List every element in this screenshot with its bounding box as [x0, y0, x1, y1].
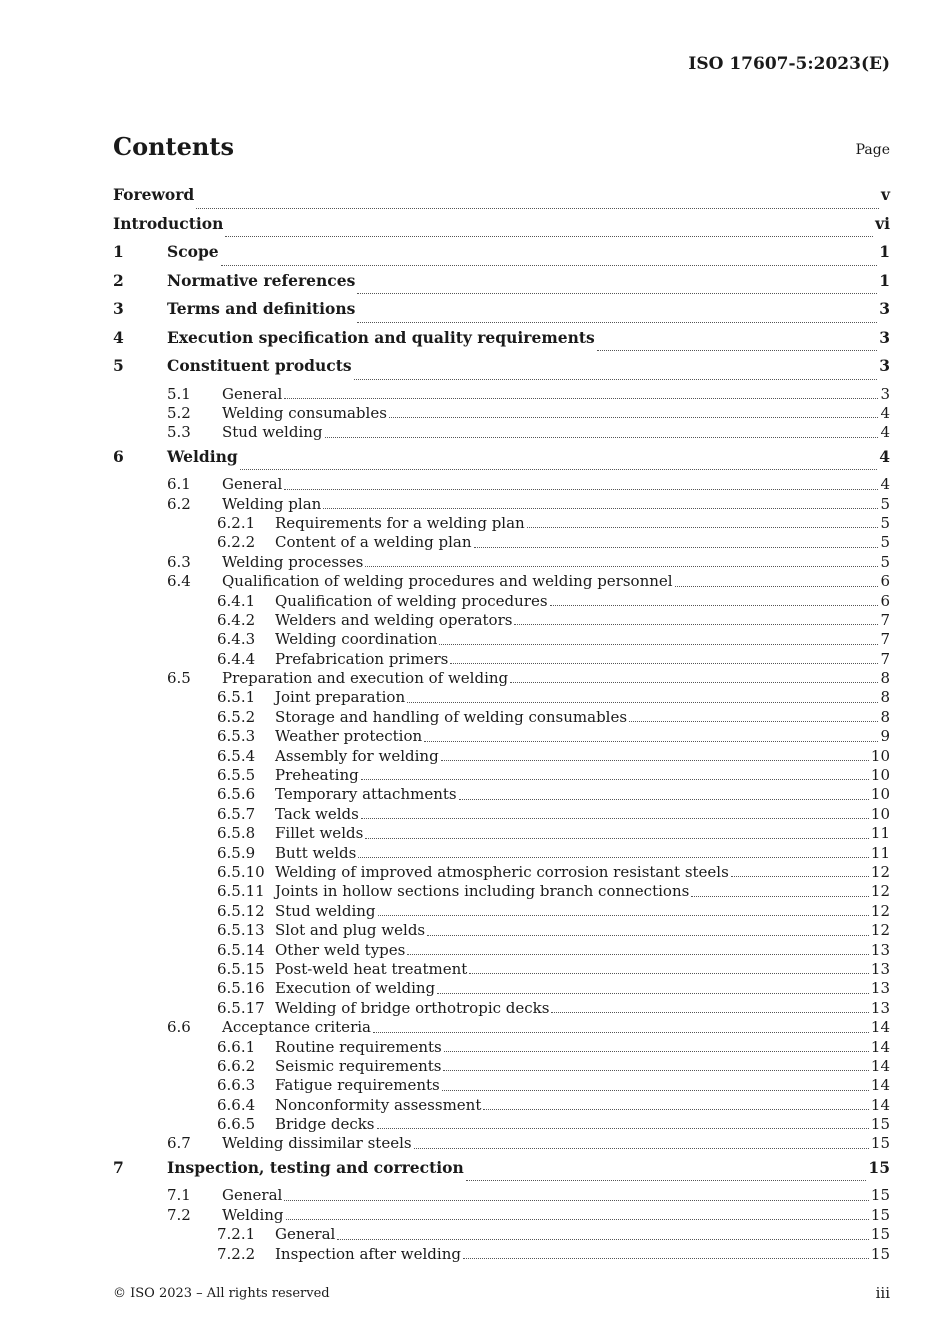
toc-entry[interactable]	[113, 514, 890, 533]
toc-entry-number: 6.6	[167, 1018, 191, 1037]
toc-entry-page: 1	[879, 270, 890, 290]
toc-entry-number: 7	[113, 1157, 124, 1177]
toc-entry-number: 6.4.2	[217, 610, 256, 629]
toc-entry[interactable]	[113, 1245, 890, 1264]
toc-entry-page: 15	[870, 1115, 890, 1134]
toc-entry-number: 6.5.6	[217, 785, 256, 804]
toc-entry-page: vi	[875, 213, 890, 233]
dot-leader	[629, 720, 878, 722]
toc-entry[interactable]	[113, 902, 890, 921]
toc-entry[interactable]	[113, 960, 890, 979]
toc-entry-number: 4	[113, 327, 124, 347]
dot-leader	[439, 643, 878, 645]
toc-entry-page: 3	[879, 356, 890, 375]
dot-leader	[731, 875, 869, 877]
dot-leader	[444, 1050, 869, 1052]
toc-entry-label: Execution specification and quality requirements	[167, 327, 595, 347]
toc-entry[interactable]	[113, 423, 890, 442]
toc-entry-label: Normative references	[167, 270, 356, 290]
toc-entry[interactable]	[113, 1158, 890, 1187]
toc-entry[interactable]	[113, 863, 890, 882]
toc-entry-number: 6.5.11	[217, 882, 265, 901]
toc-entry-label: Preheating	[275, 766, 359, 785]
toc-entry-number: 6.2.1	[217, 513, 256, 532]
toc-entry-number: 6.5.13	[217, 921, 265, 940]
dot-leader	[323, 507, 878, 509]
toc-entry-label: Assembly for welding	[275, 746, 439, 765]
toc-entry-page: 10	[870, 804, 890, 823]
toc-entry-page: 13	[870, 979, 890, 998]
dot-leader	[597, 349, 877, 351]
toc-entry-page: 6	[880, 591, 890, 610]
dot-leader	[361, 778, 869, 780]
toc-entry-label: Welding	[222, 1205, 284, 1224]
document-id: ISO 17607-5:2023(E)	[688, 54, 890, 74]
toc-entry-number: 6.5.15	[217, 959, 265, 978]
toc-entry-number: 6.5.16	[217, 979, 265, 998]
toc-entry-number: 5.1	[167, 384, 191, 403]
toc-entry[interactable]	[113, 979, 890, 998]
toc-entry-number: 7.2.2	[217, 1244, 256, 1263]
toc-entry-label: Stud welding	[275, 901, 376, 920]
toc-entry-number: 6.6.1	[217, 1037, 256, 1056]
toc-entry-page: 9	[880, 727, 890, 746]
dot-leader	[441, 759, 869, 761]
toc-entry-page: 15	[870, 1205, 890, 1224]
toc-entry[interactable]	[113, 727, 890, 746]
dot-leader	[240, 468, 877, 470]
toc-entry-page: 5	[880, 552, 890, 571]
toc-entry-page: 7	[880, 649, 890, 668]
dot-leader	[357, 292, 877, 294]
toc-entry-label: Inspection after welding	[275, 1244, 461, 1263]
toc-entry-label: Scope	[167, 242, 219, 261]
toc-entry-number: 5.3	[167, 423, 191, 442]
toc-entry-page: 8	[880, 707, 890, 726]
toc-entry-number: 5	[113, 356, 124, 375]
toc-entry-page: 5	[880, 513, 890, 532]
toc-entry[interactable]	[113, 882, 890, 901]
dot-leader	[675, 585, 879, 587]
toc-entry-number: 7.1	[167, 1186, 191, 1205]
toc-entry[interactable]	[113, 805, 890, 824]
toc-entry[interactable]	[113, 572, 890, 591]
toc-entry-label: Requirements for a welding plan	[275, 513, 525, 532]
toc-entry-label: Qualification of welding procedures	[275, 591, 548, 610]
page-column-label: Page	[855, 142, 890, 158]
dot-leader	[358, 856, 869, 858]
toc-entry-label: Inspection, testing and correction	[167, 1157, 464, 1177]
dot-leader	[354, 378, 878, 380]
toc-entry[interactable]	[113, 553, 890, 572]
toc-entry-number: 6.5.2	[217, 707, 256, 726]
toc-entry-label: Content of a welding plan	[275, 533, 472, 552]
toc-entry-number: 6.5	[167, 669, 191, 688]
dot-leader	[427, 934, 869, 936]
toc-entry-page: 15	[870, 1134, 890, 1153]
toc-entry-page: 11	[870, 824, 890, 843]
toc-entry-number: 6	[113, 446, 124, 466]
toc-entry-page: 12	[870, 862, 890, 881]
toc-entry-label: Prefabrication primers	[275, 649, 449, 668]
copyright-notice: © ISO 2023 – All rights reserved	[113, 1286, 330, 1301]
toc-entry-label: General	[222, 1186, 283, 1205]
toc-entry[interactable]	[113, 766, 890, 785]
toc-entry-number: 1	[113, 242, 124, 261]
dot-leader	[459, 798, 869, 800]
toc-entry-number: 6.4	[167, 572, 191, 591]
toc-entry-number: 6.4.3	[217, 630, 256, 649]
toc-entry-page: 11	[870, 843, 890, 862]
toc-entry-label: Welding consumables	[222, 403, 387, 422]
toc-entry-label: Fillet welds	[275, 824, 364, 843]
toc-entry-number: 6.4.1	[217, 591, 256, 610]
toc-entry-page: 1	[879, 242, 890, 261]
toc-entry-number: 6.6.4	[217, 1095, 256, 1114]
toc-entry-page: 12	[870, 901, 890, 920]
toc-entry[interactable]	[113, 1057, 890, 1076]
toc-entry-label: Other weld types	[275, 940, 406, 959]
toc-entry-label: Welders and welding operators	[275, 610, 513, 629]
toc-entry-number: 6.7	[167, 1134, 191, 1153]
dot-leader	[527, 526, 879, 528]
toc-entry-number: 6.6.2	[217, 1056, 256, 1075]
toc-entry[interactable]	[113, 385, 890, 404]
toc-entry-label: Bridge decks	[275, 1115, 375, 1134]
toc-entry[interactable]	[113, 999, 890, 1018]
dot-leader	[407, 953, 869, 955]
toc-entry[interactable]	[113, 650, 890, 669]
toc-entry-label: Welding plan	[222, 494, 322, 513]
toc-entry-label: Weather protection	[275, 727, 423, 746]
toc-entry-label: General	[222, 475, 283, 494]
dot-leader	[389, 416, 879, 418]
toc-entry-page: 7	[880, 630, 890, 649]
toc-entry-number: 6.5.14	[217, 940, 265, 959]
toc-entry-page: 10	[870, 746, 890, 765]
toc-entry[interactable]	[113, 611, 890, 630]
toc-entry[interactable]	[113, 214, 890, 243]
dot-leader	[284, 1199, 869, 1201]
toc-entry-page: 15	[870, 1244, 890, 1263]
toc-entry[interactable]	[113, 533, 890, 552]
dot-leader	[474, 546, 879, 548]
toc-entry-page: 14	[870, 1037, 890, 1056]
toc-entry-page: 10	[870, 785, 890, 804]
toc-entry-number: 6.4.4	[217, 649, 256, 668]
toc-entry[interactable]	[113, 1186, 890, 1205]
toc-entry-page: 4	[880, 423, 890, 442]
toc-entry-number: 6.5.10	[217, 862, 265, 881]
toc-entry-page: 4	[879, 446, 890, 466]
dot-leader	[196, 207, 879, 209]
toc-entry-page: 5	[880, 494, 890, 513]
toc-entry[interactable]	[113, 1134, 890, 1153]
toc-entry-page: 3	[879, 327, 890, 347]
table-of-contents	[113, 185, 890, 1264]
toc-entry-label: Preparation and execution of welding	[222, 669, 509, 688]
toc-entry-number: 6.5.4	[217, 746, 256, 765]
dot-leader	[407, 701, 878, 703]
toc-entry[interactable]	[113, 185, 890, 214]
toc-entry-label: Joints in hollow sections including branch connections	[275, 882, 690, 901]
dot-leader	[550, 604, 879, 606]
toc-entry-label: Seismic requirements	[275, 1056, 442, 1075]
toc-entry-number: 6.1	[167, 475, 191, 494]
dot-leader	[225, 235, 873, 237]
dot-leader	[510, 681, 878, 683]
dot-leader	[414, 1147, 869, 1149]
toc-entry-label: Butt welds	[275, 843, 357, 862]
dot-leader	[442, 1089, 869, 1091]
dot-leader	[443, 1069, 868, 1071]
dot-leader	[284, 397, 878, 399]
page-title: Contents	[113, 132, 234, 161]
toc-entry[interactable]	[113, 669, 890, 688]
toc-entry[interactable]	[113, 356, 890, 385]
page-number: iii	[875, 1284, 890, 1302]
toc-entry-label: Fatigue requirements	[275, 1076, 440, 1095]
toc-entry-page: 8	[880, 688, 890, 707]
toc-entry[interactable]	[113, 921, 890, 940]
toc-entry-page: 12	[870, 921, 890, 940]
toc-entry[interactable]	[113, 844, 890, 863]
dot-leader	[469, 972, 869, 974]
toc-entry-page: 13	[870, 998, 890, 1017]
toc-entry-label: Joint preparation	[275, 688, 406, 707]
toc-entry-number: 7.2.1	[217, 1225, 256, 1244]
dot-leader	[357, 321, 877, 323]
dot-leader	[365, 837, 869, 839]
toc-entry[interactable]	[113, 1115, 890, 1134]
toc-entry-number: 6.6.5	[217, 1115, 256, 1134]
dot-leader	[373, 1031, 869, 1033]
toc-entry[interactable]	[113, 475, 890, 494]
toc-entry[interactable]	[113, 1076, 890, 1095]
toc-entry-page: 6	[880, 572, 890, 591]
toc-entry-label: Terms and definitions	[167, 299, 356, 318]
toc-entry[interactable]	[113, 941, 890, 960]
toc-entry-page: 10	[870, 766, 890, 785]
toc-entry-number: 6.2.2	[217, 533, 256, 552]
dot-leader	[337, 1238, 869, 1240]
dot-leader	[483, 1108, 869, 1110]
toc-entry-label: Storage and handling of welding consumables	[275, 707, 628, 726]
toc-entry-label: Slot and plug welds	[275, 921, 426, 940]
toc-entry-page: 3	[880, 384, 890, 403]
toc-entry-label: General	[222, 384, 283, 403]
toc-entry-number: 5.2	[167, 403, 191, 422]
toc-entry[interactable]	[113, 271, 890, 300]
dot-leader	[514, 623, 878, 625]
dot-leader	[377, 1127, 869, 1129]
toc-entry[interactable]	[113, 688, 890, 707]
toc-entry-page: 7	[880, 610, 890, 629]
toc-entry-number: 6.5.1	[217, 688, 256, 707]
toc-entry[interactable]	[113, 1018, 890, 1037]
toc-entry[interactable]	[113, 242, 890, 271]
dot-leader	[691, 895, 869, 897]
toc-entry-page: 15	[870, 1225, 890, 1244]
toc-entry-number: 6.5.12	[217, 901, 265, 920]
toc-entry[interactable]	[113, 1206, 890, 1225]
toc-entry-number: 6.2	[167, 494, 191, 513]
dot-leader	[466, 1179, 867, 1181]
toc-entry-number: 6.5.7	[217, 804, 256, 823]
toc-entry[interactable]	[113, 495, 890, 514]
toc-entry-label: Foreword	[113, 185, 195, 204]
dot-leader	[437, 992, 869, 994]
toc-entry-page: 12	[870, 882, 890, 901]
dot-leader	[361, 817, 869, 819]
toc-entry-number: 6.5.9	[217, 843, 256, 862]
toc-entry-number: 6.5.17	[217, 998, 265, 1017]
toc-entry-page: 14	[870, 1018, 890, 1037]
dot-leader	[463, 1257, 869, 1259]
toc-entry[interactable]	[113, 404, 890, 423]
toc-entry-label: Post-weld heat treatment	[275, 959, 468, 978]
toc-entry-label: Temporary attachments	[275, 785, 457, 804]
toc-entry-label: Welding of improved atmospheric corrosion resistant steels	[275, 862, 729, 881]
dot-leader	[325, 436, 879, 438]
toc-entry[interactable]	[113, 447, 890, 476]
toc-entry[interactable]	[113, 1225, 890, 1244]
toc-entry-label: Stud welding	[222, 423, 323, 442]
toc-entry-page: 5	[880, 533, 890, 552]
dot-leader	[424, 740, 878, 742]
dot-leader	[286, 1218, 869, 1220]
toc-entry[interactable]	[113, 328, 890, 357]
toc-entry-page: 14	[870, 1056, 890, 1075]
toc-entry[interactable]	[113, 1096, 890, 1115]
toc-entry-number: 6.3	[167, 552, 191, 571]
toc-entry-number: 2	[113, 270, 124, 290]
toc-entry[interactable]	[113, 785, 890, 804]
dot-leader	[221, 264, 878, 266]
toc-entry[interactable]	[113, 747, 890, 766]
toc-entry-number: 6.5.5	[217, 766, 256, 785]
dot-leader	[365, 565, 878, 567]
toc-entry-label: Welding of bridge orthotropic decks	[275, 998, 550, 1017]
toc-entry-page: 14	[870, 1076, 890, 1095]
dot-leader	[551, 1011, 868, 1013]
toc-entry-page: 8	[880, 669, 890, 688]
toc-entry[interactable]	[113, 592, 890, 611]
toc-entry[interactable]	[113, 299, 890, 328]
toc-entry[interactable]	[113, 824, 890, 843]
toc-entry-page: 4	[880, 475, 890, 494]
toc-entry-number: 3	[113, 299, 124, 318]
toc-entry-label: Introduction	[113, 213, 224, 233]
toc-entry-label: Routine requirements	[275, 1037, 442, 1056]
toc-entry-page: 13	[870, 940, 890, 959]
toc-entry[interactable]	[113, 708, 890, 727]
toc-entry-number: 6.5.3	[217, 727, 256, 746]
toc-entry-number: 6.5.8	[217, 824, 256, 843]
toc-entry-label: Acceptance criteria	[222, 1018, 371, 1037]
toc-entry-page: 15	[870, 1186, 890, 1205]
toc-entry-label: Welding processes	[222, 552, 364, 571]
toc-entry-page: 4	[880, 403, 890, 422]
dot-leader	[450, 662, 878, 664]
toc-entry[interactable]	[113, 630, 890, 649]
toc-entry-page: 14	[870, 1095, 890, 1114]
toc-entry-label: Constituent products	[167, 356, 352, 375]
toc-entry-label: Welding	[167, 446, 238, 466]
toc-entry-page: 15	[868, 1157, 890, 1177]
toc-entry-page: 3	[879, 299, 890, 318]
toc-entry-label: Execution of welding	[275, 979, 436, 998]
toc-entry-label: Welding dissimilar steels	[222, 1134, 412, 1153]
toc-entry-number: 6.6.3	[217, 1076, 256, 1095]
toc-entry-label: Tack welds	[275, 804, 359, 823]
toc-entry-label: General	[275, 1225, 336, 1244]
toc-entry-page: v	[880, 185, 890, 204]
toc-entry-label: Qualification of welding procedures and welding personnel	[222, 572, 673, 591]
toc-entry-label: Nonconformity assessment	[275, 1095, 482, 1114]
toc-entry-label: Welding coordination	[275, 630, 438, 649]
toc-entry-number: 7.2	[167, 1205, 191, 1224]
dot-leader	[378, 914, 869, 916]
dot-leader	[284, 488, 878, 490]
toc-entry-page: 13	[870, 959, 890, 978]
toc-entry[interactable]	[113, 1038, 890, 1057]
